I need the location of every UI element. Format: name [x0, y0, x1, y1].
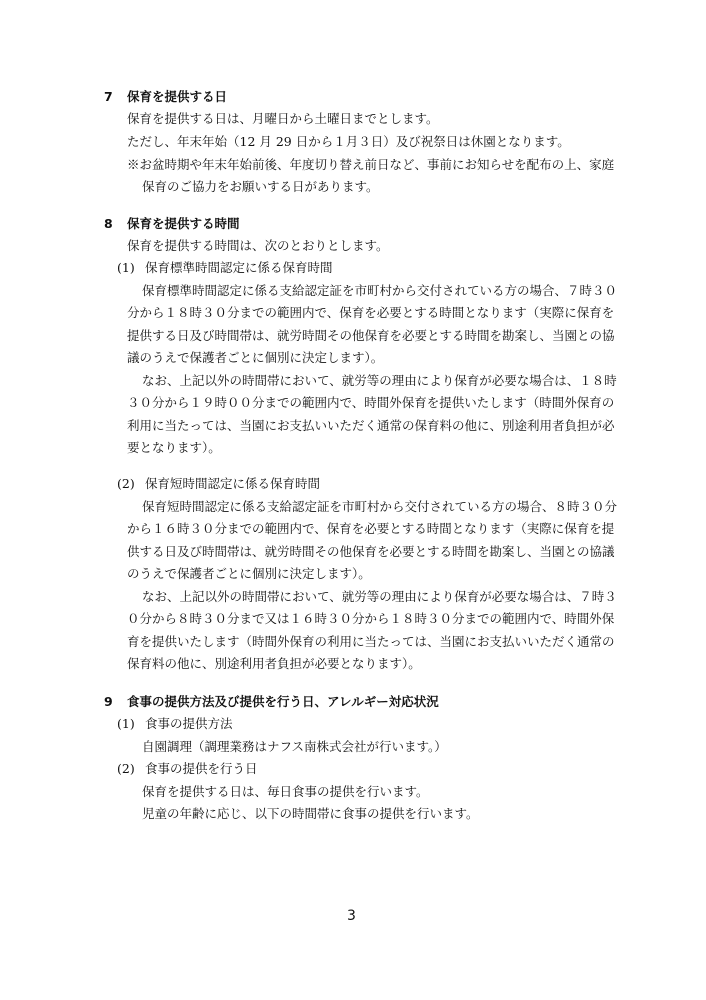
section-8-2-title: 保育短時間認定に係る保育時間 [145, 476, 321, 491]
section-9-number: 9 [104, 694, 113, 709]
section-8-1-line: 要となります）。 [127, 440, 221, 455]
section-8-2-line: 供する日及び時間帯は、就労時間その他保育を必要とする時間を勘案し、当園との協議 [127, 544, 615, 559]
section-8-1-line: 議のうえで保護者ごとに個別に決定します）。 [127, 350, 384, 365]
section-8-1-line: 提供する日及び時間帯は、就労時間その他保育を必要とする時間を勘案し、当園との協 [127, 328, 615, 343]
section-8-2-number: (2) [117, 476, 135, 491]
section-9-1-number: (1) [117, 716, 135, 731]
section-7-number: 7 [104, 89, 113, 104]
section-8-intro: 保育を提供する時間は、次のとおりとします。 [127, 238, 389, 253]
section-9-title: 食事の提供方法及び提供を行う日、アレルギー対応状況 [127, 694, 439, 709]
section-8-1-line: ３０分から１９時００分までの範囲内で、時間外保育を提供いたします（時間外保育の [127, 395, 615, 410]
section-9-2-title: 食事の提供を行う日 [145, 761, 258, 776]
section-7-note: ※お盆時期や年末年始前後、年度切り替え前日など、事前にお知らせを配布の上、家庭 [127, 157, 615, 172]
section-9-2-line: 児童の年齢に応じ、以下の時間帯に食事の提供を行います。 [142, 806, 479, 821]
section-8-2-line: 育を提供いたします（時間外保育の利用に当たっては、当園にお支払いいただく通常の [127, 634, 615, 649]
section-8-1-line: 保育標準時間認定に係る支給認定証を市町村から交付されている方の場合、７時３０ [142, 283, 618, 298]
section-9-2-number: (2) [117, 761, 135, 776]
section-9-1-line: 自園調理（調理業務はナフス南株式会社が行います。） [142, 739, 447, 754]
section-8-1-line: 利用に当たっては、当園にお支払いいただく通常の保育料の他に、別途利用者負担が必 [127, 418, 615, 433]
section-8-2-line: 保育短時間認定に係る支給認定証を市町村から交付されている方の場合、８時３０分 [142, 499, 618, 514]
section-9-1-title: 食事の提供方法 [145, 716, 233, 731]
section-8-1-line: なお、上記以外の時間帯において、就労等の理由により保育が必要な場合は、１８時 [142, 373, 617, 388]
section-8-title: 保育を提供する時間 [127, 216, 240, 231]
section-8-1-number: (1) [117, 260, 135, 275]
section-8-1-title: 保育標準時間認定に係る保育時間 [145, 260, 333, 275]
section-7-line: 保育を提供する日は、月曜日から土曜日までとします。 [127, 111, 439, 126]
section-7-title: 保育を提供する日 [127, 89, 228, 104]
section-7-note: 保育のご協力をお願いする日があります。 [142, 179, 379, 194]
section-7-line: ただし、年末年始（12 月 29 日から１月３日）及び祝祭日は休園となります。 [127, 134, 570, 149]
section-8-number: 8 [104, 216, 113, 231]
section-8-2-line: から１６時３０分までの範囲内で、保育を必要とする時間となります（実際に保育を提 [127, 521, 615, 536]
section-9-2-line: 保育を提供する日は、毎日食事の提供を行います。 [142, 784, 429, 799]
section-8-2-line: 保育料の他に、別途利用者負担が必要となります）。 [127, 656, 421, 671]
section-8-2-line: ０分から８時３０分まで又は１６時３０分から１８時３０分までの範囲内で、時間外保 [127, 611, 615, 626]
section-8-2-line: のうえで保護者ごとに個別に決定します）。 [127, 566, 371, 581]
section-8-2-line: なお、上記以外の時間帯において、就労等の理由により保育が必要な場合は、７時３ [142, 589, 617, 604]
section-8-1-line: 分から１８時３０分までの範囲内で、保育を必要とする時間となります（実際に保育を [127, 305, 615, 320]
page-number: 3 [347, 908, 356, 924]
